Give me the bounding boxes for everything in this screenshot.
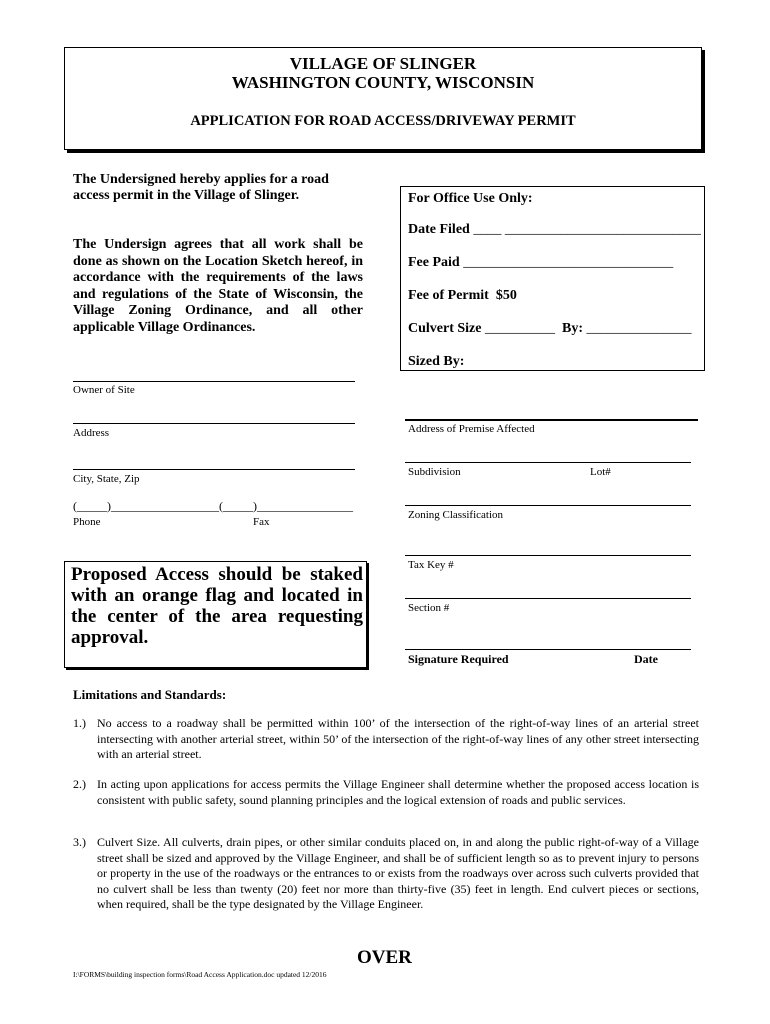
zoning-line[interactable]: [405, 505, 691, 506]
proposed-access-text: Proposed Access should be staked with an orange flag and located in the center of the area requesting approval.: [71, 564, 363, 648]
subdivision-label: Subdivision: [408, 466, 461, 478]
owner-line[interactable]: [73, 381, 355, 382]
village-title: VILLAGE OF SLINGER: [289, 54, 477, 73]
culvert-size-label: Culvert Size: [408, 321, 482, 336]
phone-fax-line[interactable]: (_____)__________________(_____)________________: [73, 499, 353, 513]
by-field[interactable]: _______________: [586, 321, 692, 336]
header-box: [64, 47, 702, 150]
section-label: Section #: [408, 602, 450, 614]
fee-of-permit-label: Fee of Permit: [408, 288, 489, 303]
city-label: City, State, Zip: [73, 473, 140, 485]
limitation-number: 2.): [73, 777, 86, 791]
subdivision-line[interactable]: [405, 462, 691, 463]
owner-label: Owner of Site: [73, 384, 135, 396]
file-path-footer: I:\FORMS\building inspection forms\Road Access Application.doc updated 12/2016: [73, 970, 327, 979]
phone-label: Phone: [73, 516, 101, 528]
section-line[interactable]: [405, 598, 691, 599]
county-title: WASHINGTON COUNTY, WISCONSIN: [231, 73, 535, 92]
by-label: By:: [561, 321, 583, 336]
taxkey-line[interactable]: [405, 555, 691, 556]
limitation-number: 3.): [73, 835, 86, 849]
fee-paid-field[interactable]: ______________________________: [463, 255, 674, 270]
proposed-access-box: [64, 561, 367, 668]
limitation-text: In acting upon applications for access permits the Village Engineer shall determine whether the proposed access location is consistent with public safety, sound planning principles and the logical extension of roads and public services.: [97, 777, 699, 807]
over-label: OVER: [357, 947, 412, 968]
premise-label: Address of Premise Affected: [408, 423, 535, 435]
form-title: APPLICATION FOR ROAD ACCESS/DRIVEWAY PERMIT: [190, 113, 576, 129]
date-label: Date: [634, 652, 658, 666]
limitation-text: No access to a roadway shall be permitted within 100’ of the intersection of the right-of-way lines of an arterial street intersecting with another arterial street, within 50’ of the intersection of the right-of-way lines of any other street intersecting with an arterial street.: [97, 716, 699, 761]
signature-line[interactable]: [405, 649, 691, 650]
agreement-paragraph: The Undersign agrees that all work shall be done as shown on the Location Sketch hereof, in accordance with the requirements of the laws and regulations of the State of Wisconsin, the Village Zoning Ordinance, and all other applicable Village Ordinances.: [73, 237, 363, 335]
fax-label: Fax: [253, 516, 270, 528]
fee-amount: $50: [495, 288, 517, 303]
fee-paid-label: Fee Paid: [408, 255, 460, 270]
premise-line[interactable]: [405, 419, 698, 421]
limitation-item-1: [73, 716, 699, 763]
limitation-text: Culvert Size. All culverts, drain pipes, or other similar conduits placed on, in and along the public right-of-way of a Village street shall be sized and approved by the Village Engineer, and shall be of sufficient length so as to prevent injury to persons or property in the use of the roadways or the entrances to or exists from the roadways over across such culverts provided that no culvert shall be less than twenty (20) feet nor more than thirty-five (35) feet in length. End culvert pieces or sections, when required, shall be the type designated by the Village Engineer.: [97, 835, 699, 911]
lot-label: Lot#: [590, 466, 611, 478]
office-use-title: For Office Use Only:: [408, 191, 533, 206]
applies-line-1: The Undersigned hereby applies for a road: [73, 172, 329, 187]
sized-by-label: Sized By:: [408, 354, 465, 369]
date-filed-label: Date Filed: [408, 222, 470, 237]
applies-line-2: access permit in the Village of Slinger.: [73, 188, 300, 203]
limitation-item-2: [73, 777, 699, 808]
address-line[interactable]: [73, 423, 355, 424]
address-label: Address: [73, 427, 110, 439]
zoning-label: Zoning Classification: [408, 509, 504, 521]
culvert-size-field[interactable]: __________: [484, 321, 555, 336]
city-line[interactable]: [73, 469, 355, 470]
limitations-title: Limitations and Standards:: [73, 687, 227, 702]
limitation-number: 1.): [73, 716, 86, 730]
date-filed-field[interactable]: ____ ____________________________: [473, 222, 701, 237]
taxkey-label: Tax Key #: [408, 559, 454, 571]
limitation-item-3: [73, 835, 699, 913]
signature-label: Signature Required: [408, 652, 509, 666]
office-use-box: [400, 186, 705, 371]
